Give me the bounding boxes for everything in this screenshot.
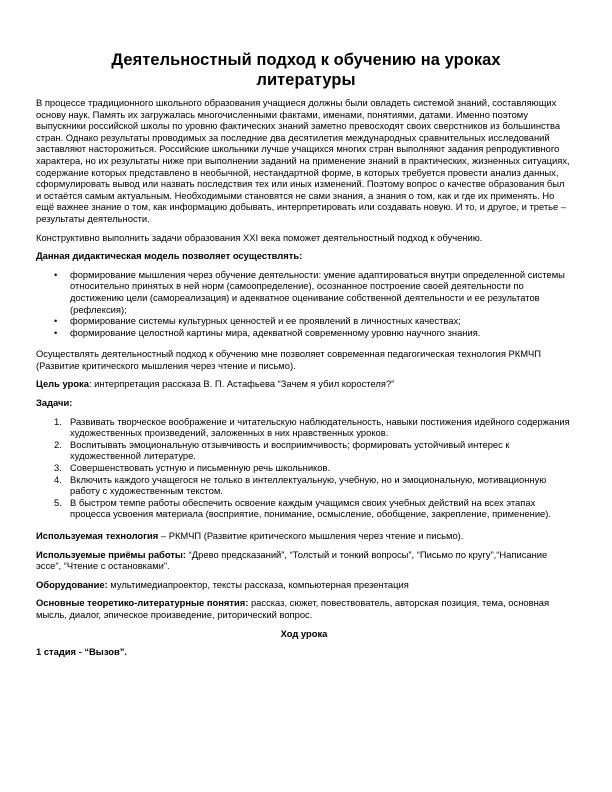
used-technology-text: – РКМЧП (Развитие критического мышления через чтение и письмо).: [158, 530, 464, 541]
list-number: 4.: [54, 473, 62, 485]
list-item: • формирование целостной картины мира, адекватной современному уровню научного знания.: [70, 327, 572, 339]
tasks-heading: [36, 397, 572, 409]
list-number: 1.: [54, 415, 62, 427]
document-title: Деятельностный подход к обучению на уроках литературы: [111, 51, 501, 89]
equipment-paragraph: [36, 579, 572, 591]
document-body: [36, 97, 572, 665]
concepts-text: рассказ, сюжет, повествователь, авторская позиция, тема, основная мысль, диалог, эпическое произведение, риторический вопрос.: [36, 597, 550, 620]
list-item: • формирование системы культурных ценностей и ее проявлений в личностных качествах;: [70, 315, 572, 327]
constructive-paragraph: Конструктивно выполнить задачи образования XXI века поможет деятельностный подход к обучению.: [36, 231, 483, 243]
list-item: [54, 438, 572, 462]
methods-label: Используемые приёмы работы:: [36, 548, 187, 560]
methods-text: “Древо предсказаний”, “Толстый и тонкий вопросы”, “Письмо по кругу”,“Написание эссе”, “Чтение с остановками”.: [36, 548, 548, 572]
list-number: 2.: [54, 438, 62, 450]
stage-heading: 1 стадия - “Вызов”.: [36, 646, 128, 658]
list-item: [54, 473, 572, 497]
list-text: Развивать творческое воображение и читательскую наблюдательность, навыки постижения идейного содержания художественных произведений, заложенных в них нравственных уроков.: [70, 415, 570, 439]
list-item: [54, 496, 572, 520]
model-list: [36, 269, 572, 339]
list-text: Включить каждого учащегося не только в интеллектуальную, учебную, но и эмоциональную, мотивационную работу с художественным текстом.: [70, 473, 547, 497]
list-number: 5.: [54, 496, 62, 508]
tasks-heading-label: Задачи: [36, 397, 70, 409]
methods-paragraph: [36, 549, 572, 572]
concepts-paragraph: [36, 597, 572, 620]
goal-text: : интерпретация рассказа В. П. Астафьева “Зачем я убил коростеля?”: [88, 378, 395, 390]
list-item: • формирование мышления через обучение деятельности: умение адаптироваться внутри определенной системы относительно принятых в ней норм (самоопределение), осознанное построение своей деятельности по достижению цели (самореализация) и адекватное оценивание собственной деятельности и ее результатов (рефлексия);: [70, 269, 572, 315]
used-technology-label: Используемая технология: [36, 530, 159, 541]
concepts-label: Основные теоретико-литературные понятия:: [36, 597, 249, 609]
used-technology-paragraph: [36, 530, 572, 542]
intro-paragraph: В процессе традиционного школьного образования учащиеся должны были овладеть системой знаний, составляющих основу наук. Память их загружалась многочисленными фактами, именами, понятиями, датами. Именно поэтому выпускники российской школы по уровню фактических знаний заметно превосходят своих сверстников из большинства стран. Однако результаты проводимых за последние два десятилетия международных сравнительных исследований заставляют насторожиться. Российские школьники лучше учащихся многих стран выполняют задания репродуктивного характера, но их результаты ниже при выполнении заданий на применение знаний в практических, жизненных ситуациях, содержание которых представлено в необычной, нестандартной форме, в которых требуется провести анализ данных, сформулировать вывод или назвать последствия тех или иных изменений. Поэтому вопрос о качестве образования был и остаётся самым актуальным. Необходимыми становятся не сами знания, а знания о том, как и где их применять. Но ещё важнее знание о том, как информацию добывать, интерпретировать или создавать новую. И то, и другое, и третье – результаты деятельности.: [36, 97, 570, 224]
list-text: В быстром темпе работы обеспечить освоение каждым учащимся своих учебных действий на всех этапах процесса усвоения материала (восприятие, понимание, осмысление, обобщение, закрепление, применение).: [70, 496, 552, 520]
technology-paragraph: Осуществлять деятельностный подход к обучению мне позволяет современная педагогическая технология РКМЧП (Развитие критического мышления через чтение и письмо).: [36, 348, 541, 371]
goal-label: Цель урока: [36, 378, 89, 390]
list-item: [54, 415, 572, 439]
tasks-heading-colon: :: [69, 397, 73, 409]
lesson-course-heading: Ход урока: [280, 627, 328, 639]
list-text: Воспитывать эмоциональную отзывчивость и восприимчивость; формировать устойчивый интерес к художественной литературе.: [70, 438, 510, 462]
equipment-text: мультимедиапроектор, тексты рассказа, компьютерная презентация: [107, 578, 409, 590]
list-item: [54, 462, 572, 474]
list-number: 3.: [54, 462, 62, 474]
tasks-list: [36, 416, 572, 520]
model-heading: Данная дидактическая модель позволяет осуществлять:: [36, 250, 303, 262]
equipment-label: Оборудование:: [36, 578, 108, 590]
goal-paragraph: [36, 378, 572, 390]
list-text: Совершенствовать устную и письменную речь школьников.: [70, 462, 331, 474]
